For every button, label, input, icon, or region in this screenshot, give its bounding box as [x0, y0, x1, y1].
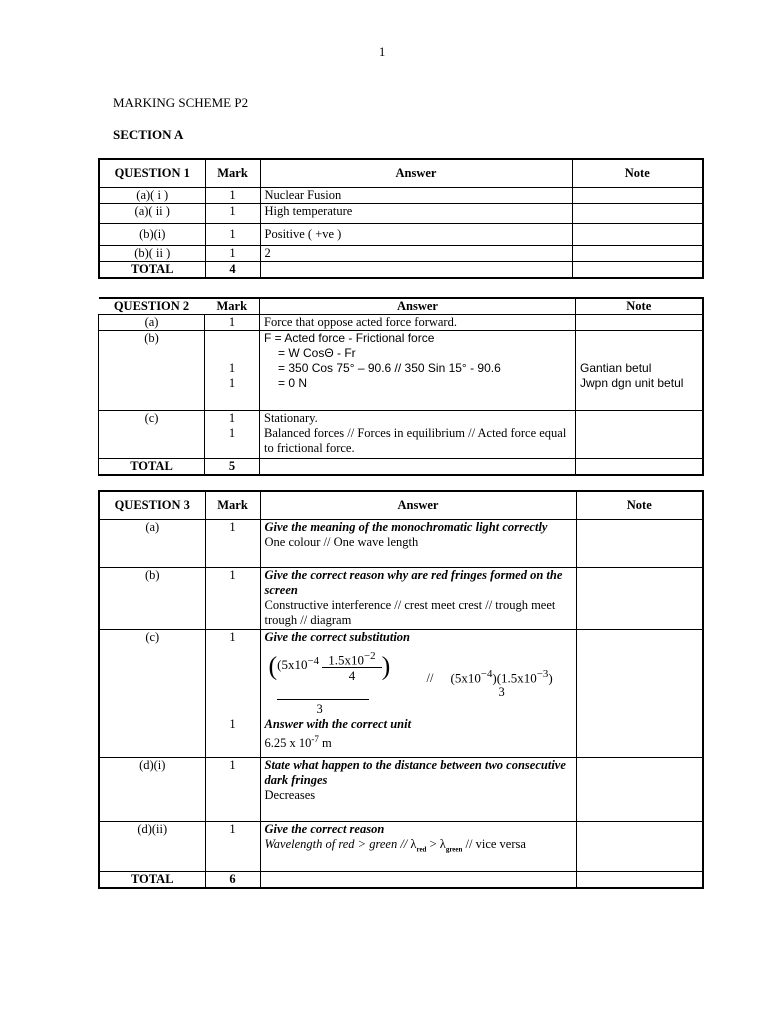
- mark-header: Mark: [205, 159, 260, 187]
- mark-cell: [205, 411, 260, 459]
- mark-cell: 1: [205, 757, 260, 821]
- mark-value: 1: [228, 411, 236, 425]
- total-mark: 4: [205, 261, 260, 278]
- part-label: (c): [99, 629, 205, 757]
- mark-value: 1: [228, 426, 236, 440]
- page-number: 1: [379, 45, 386, 59]
- mark-cell: 1: [205, 245, 260, 261]
- note-cell: [572, 187, 703, 203]
- mark-cell: [205, 331, 260, 411]
- table-row: [99, 567, 703, 629]
- part-label: (b)(i): [99, 223, 205, 245]
- table-row: [99, 757, 703, 821]
- answer-text: Decreases: [264, 787, 316, 802]
- criterion-text: Give the correct reason: [264, 821, 385, 836]
- total-label: TOTAL: [99, 261, 205, 278]
- table-row: [99, 331, 703, 411]
- mark-header: Mark: [205, 491, 260, 519]
- answer-cell: Nuclear Fusion: [260, 187, 572, 203]
- mark-value: 1: [228, 376, 236, 390]
- answer-line: F = Acted force - Frictional force: [264, 331, 435, 345]
- mark-cell: [205, 629, 260, 757]
- mark-cell: 1: [205, 567, 260, 629]
- part-label: (a): [99, 315, 205, 331]
- total-mark: 5: [205, 459, 260, 476]
- note-line: Jwpn dgn unit betul: [580, 376, 684, 390]
- answer-line: Stationary.: [264, 411, 318, 425]
- mark-cell: 1: [205, 315, 260, 331]
- answer-cell: 2: [260, 245, 572, 261]
- question-1-table: [98, 158, 704, 279]
- answer-line: = W CosΘ - Fr: [278, 346, 356, 360]
- answer-cell: [260, 567, 576, 629]
- note-cell: [572, 203, 703, 223]
- question-label: QUESTION 2: [99, 298, 205, 315]
- mark-cell: 1: [205, 203, 260, 223]
- mark-value: 1: [229, 716, 236, 731]
- criterion-text: Give the correct reason why are red fringes formed on the screen: [264, 567, 563, 597]
- mark-cell: 1: [205, 519, 260, 567]
- mark-cell: 1: [205, 821, 260, 871]
- answer-cell: [260, 629, 576, 757]
- answer-text: Constructive interference // crest meet crest // trough meet trough // diagram: [264, 597, 556, 627]
- criterion-text: Give the meaning of the monochromatic light correctly: [264, 519, 548, 534]
- note-line: Gantian betul: [580, 361, 652, 375]
- mark-header: Mark: [205, 298, 260, 315]
- note-header: Note: [576, 491, 703, 519]
- table-row: [99, 245, 703, 261]
- table-row: [99, 315, 703, 331]
- answer-cell: Positive ( +ve ): [260, 223, 572, 245]
- total-mark: 6: [205, 871, 260, 888]
- mark-cell: 1: [205, 223, 260, 245]
- criterion-text: Give the correct substitution: [264, 629, 410, 644]
- answer-header: Answer: [260, 491, 576, 519]
- answer-line: Balanced forces // Forces in equilibrium // Acted force equal to frictional force.: [264, 426, 567, 455]
- answer-text: Wavelength of red > green // $\lambda_{red} > \lambda_{green}$ // vice versa: [264, 836, 526, 853]
- answer-header: Answer: [260, 298, 576, 315]
- total-label: TOTAL: [99, 459, 205, 476]
- document-title: MARKING SCHEME P2: [113, 95, 249, 110]
- total-label: TOTAL: [99, 871, 205, 888]
- answer-header: Answer: [260, 159, 572, 187]
- question-label: QUESTION 3: [99, 491, 205, 519]
- table-row: [99, 629, 703, 757]
- note-header: Note: [572, 159, 703, 187]
- total-row: [99, 261, 703, 278]
- part-label: (c): [99, 411, 205, 459]
- division-line: [277, 699, 369, 700]
- section-heading: SECTION A: [113, 127, 184, 142]
- mark-value: 1: [229, 629, 236, 644]
- table-row: [99, 203, 703, 223]
- table-row: [99, 223, 703, 245]
- question-3-table: [98, 490, 704, 889]
- answer-cell: [260, 519, 576, 567]
- table-row: [99, 519, 703, 567]
- table-row: [99, 821, 703, 871]
- part-label: (d)(i): [99, 757, 205, 821]
- answer-text: 6.25 x $10^{-7}$ m: [264, 733, 332, 750]
- note-cell: [572, 245, 703, 261]
- substitution-formula: (($5x10^{-4}$ $\frac{1.5x10^{-2}}{4}$ ) // $(5x10^{-4})(1.5x10^{-3})$ 3 3: [268, 649, 553, 716]
- part-label: (b)( ii ): [99, 245, 205, 261]
- table-row: [99, 411, 703, 459]
- mark-value: 1: [228, 361, 236, 375]
- answer-line: = 350 Cos 75° – 90.6 // 350 Sin 15° - 90.6: [278, 361, 501, 375]
- part-label: (a)( ii ): [99, 203, 205, 223]
- criterion-text: State what happen to the distance between two consecutive dark fringes: [264, 757, 566, 787]
- note-cell: [576, 331, 703, 411]
- table-row: [99, 187, 703, 203]
- question-2-table: [98, 297, 704, 476]
- part-label: (b): [99, 567, 205, 629]
- answer-cell: [260, 757, 576, 821]
- part-label: (d)(ii): [99, 821, 205, 871]
- answer-cell: [260, 411, 576, 459]
- total-row: [99, 871, 703, 888]
- answer-cell: [260, 331, 576, 411]
- answer-text: One colour // One wave length: [264, 534, 419, 549]
- part-label: (b): [99, 331, 205, 411]
- answer-cell: Force that oppose acted force forward.: [260, 315, 576, 331]
- answer-line: = 0 N: [278, 376, 308, 390]
- fraction: $\frac{1.5x10^{-2}}{4}$: [322, 649, 381, 683]
- answer-cell: High temperature: [260, 203, 572, 223]
- question-label: QUESTION 1: [99, 159, 205, 187]
- part-label: (a): [99, 519, 205, 567]
- mark-cell: 1: [205, 187, 260, 203]
- note-header: Note: [576, 298, 703, 315]
- note-cell: [572, 223, 703, 245]
- total-row: [99, 459, 703, 476]
- answer-cell: [260, 821, 576, 871]
- part-label: (a)( i ): [99, 187, 205, 203]
- criterion-text: Answer with the correct unit: [264, 716, 412, 731]
